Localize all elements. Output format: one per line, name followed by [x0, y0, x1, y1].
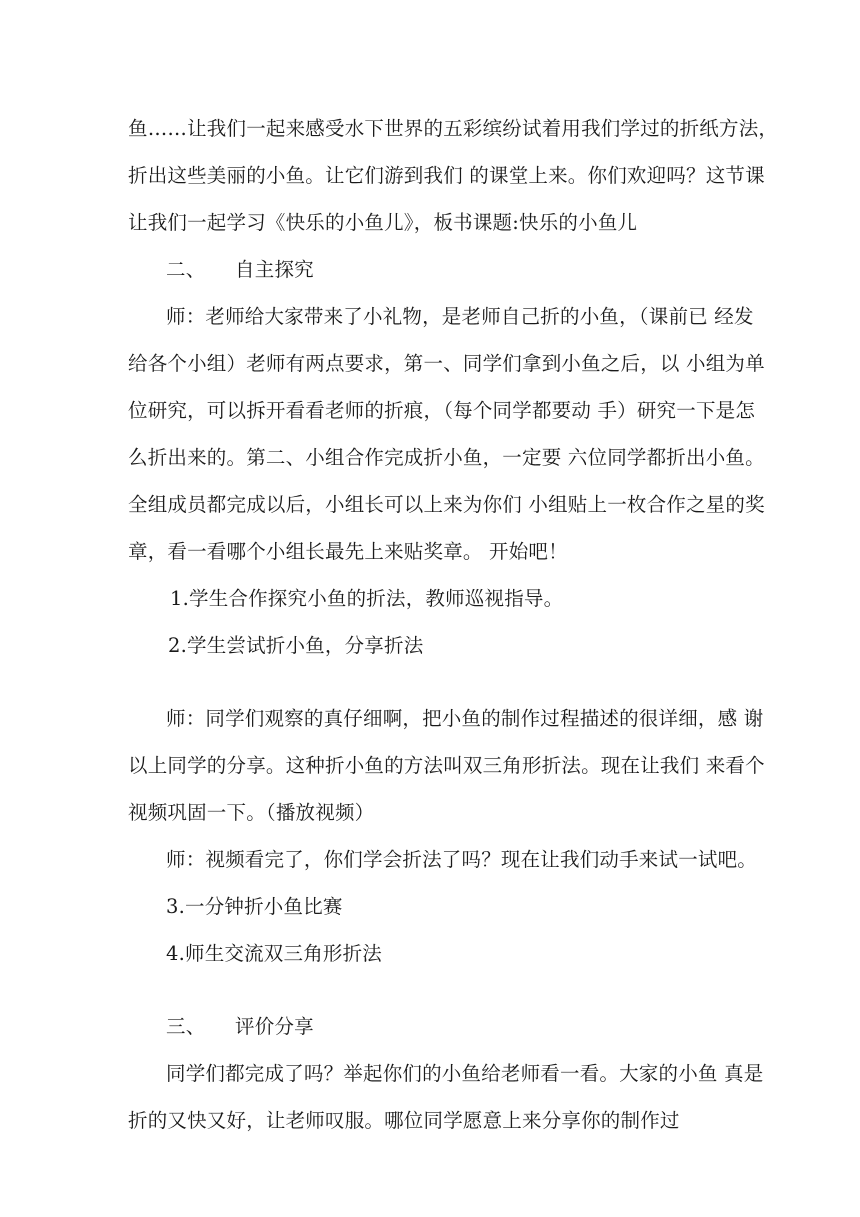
list-item: 1.学生合作探究小鱼的折法，教师巡视指导。 [170, 587, 564, 610]
list-item: 3.一分钟折小鱼比赛 [166, 895, 343, 918]
paragraph-line: 位研究，可以拆开看看老师的折痕，（每个同学都要动 手）研究一下是怎 [128, 399, 756, 422]
paragraph-line: 折出这些美丽的小鱼。让它们游到我们 的课堂上来。你们欢迎吗？这节课 [128, 164, 765, 187]
paragraph-line: 全组成员都完成以后，小组长可以上来为你们 小组贴上一枚合作之星的奖 [128, 493, 765, 516]
paragraph-line: 让我们一起学习《快乐的小鱼儿》，板书课题:快乐的小鱼儿 [128, 211, 638, 234]
section-heading: 二、 自主探究 [166, 258, 314, 281]
paragraph-line: 视频巩固一下。（播放视频） [128, 801, 375, 824]
paragraph-line: 给各个小组）老师有两点要求，第一、同学们拿到小鱼之后，以 小组为单 [128, 352, 765, 375]
section-heading: 三、 评价分享 [166, 1015, 314, 1038]
list-item: 4.师生交流双三角形折法 [166, 942, 383, 965]
paragraph-line: 以上同学的分享。这种折小鱼的方法叫双三角形折法。现在让我们 来看个 [128, 754, 765, 777]
paragraph-line: 同学们都完成了吗？举起你们的小鱼给老师看一看。大家的小鱼 真是 [166, 1062, 764, 1085]
paragraph-line: 折的又快又好，让老师叹服。哪位同学愿意上来分享你的制作过 [128, 1109, 680, 1132]
list-item: 2.学生尝试折小鱼，分享折法 [168, 634, 424, 657]
paragraph-line: 师：同学们观察的真仔细啊，把小鱼的制作过程描述的很详细，感 谢 [166, 707, 764, 730]
paragraph-line: 么折出来的。第二、小组合作完成折小鱼，一定要 六位同学都折出小鱼。 [128, 446, 765, 469]
paragraph-line: 师：老师给大家带来了小礼物，是老师自己折的小鱼，（课前已 经发 [166, 305, 754, 328]
paragraph-line: 章，看一看哪个小组长最先上来贴奖章。 开始吧！ [128, 540, 568, 563]
paragraph-line: 师：视频看完了，你们学会折法了吗？现在让我们动手来试一试吧。 [166, 848, 758, 871]
paragraph-line: 鱼……让我们一起来感受水下世界的五彩缤纷试着用我们学过的折纸方法， [128, 117, 779, 140]
